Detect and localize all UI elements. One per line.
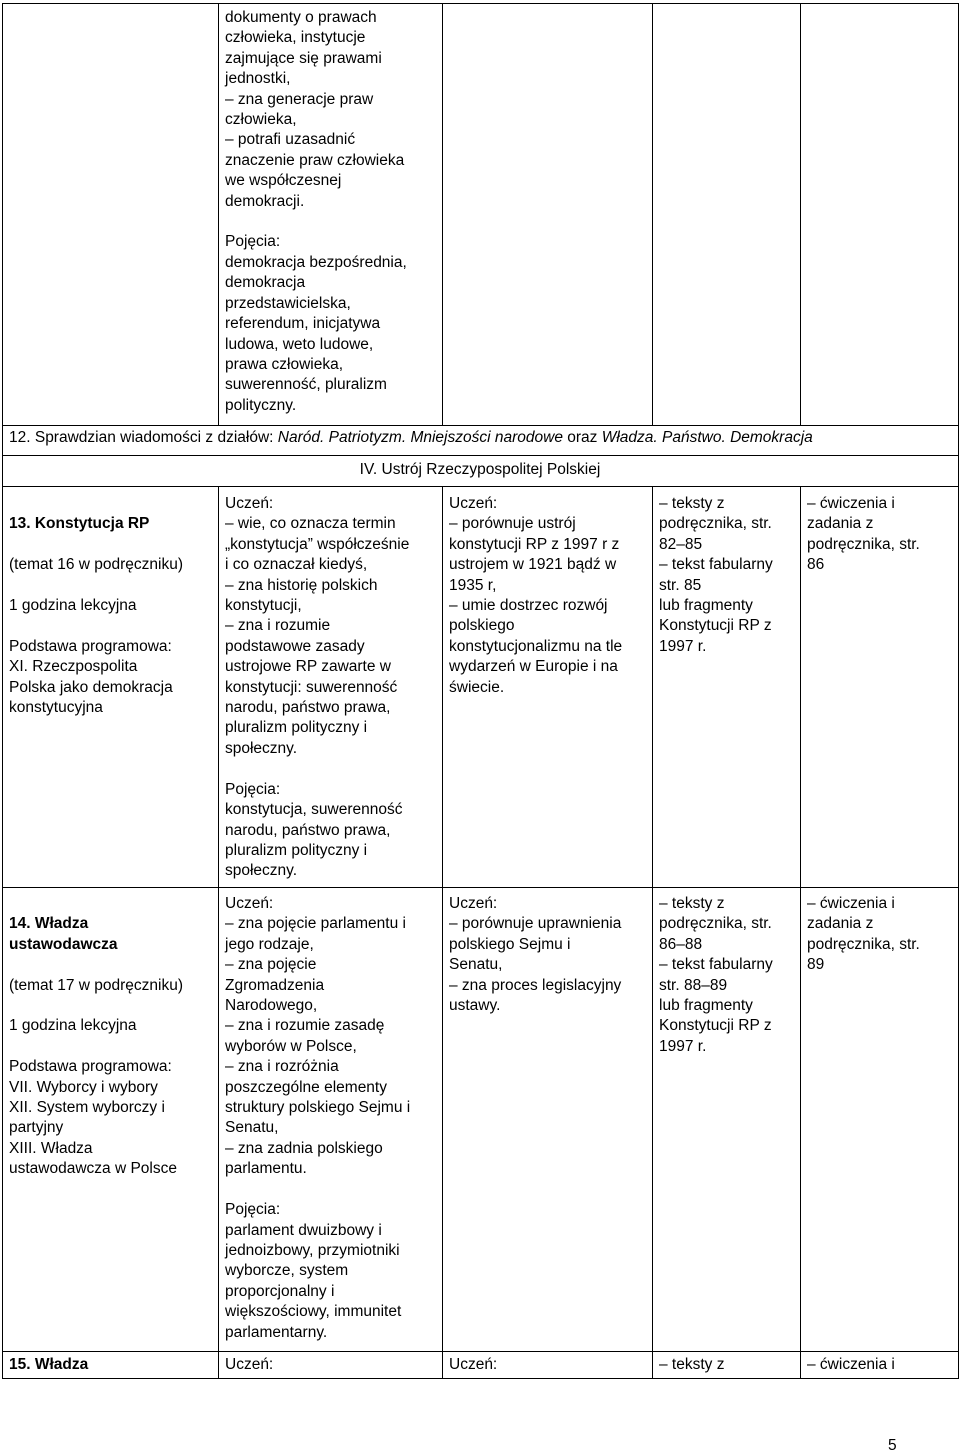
row15-title: 15. Władza [9,1356,89,1373]
table-left-border [2,3,3,1379]
page-number: 5 [888,1437,897,1454]
row11-col4-divider [800,3,801,425]
table-top-border [2,3,959,4]
row14-extended-objectives: Uczeń: – porównuje uprawnienia polskiego Sejmu i Senatu, – zna proces legislacyjny ustawy. [449,895,622,1015]
row12-topics: Naród. Patriotyzm. Mniejszości narodowe [277,429,563,446]
row12-topics2: Władza. Państwo. Demokracja [601,429,813,446]
section-header-bottom-border [2,486,959,487]
row13-topic-cell [9,494,215,739]
row14-details: (temat 17 w podręczniku) 1 godzina lekcyjna Podstawa programowa: VII. Wyborcy i wybory XII. System wyborczy i partyjny XIII. Władza ustawodawcza w Polsce [9,976,184,1178]
row13-extended-objectives: Uczeń: – porównuje ustrój konstytucji RP z 1997 r z ustrojem w 1921 bądź w 1935 r, – umie dostrzec rozwój polskiego konstytucjonalizmu na tle wydarzeń w Europie i na świecie. [449,495,623,696]
section-header: IV. Ustrój Rzeczypospolitej Polskiej [359,461,601,478]
row15-extended-objectives: Uczeń: [449,1356,498,1373]
row13-bottom-border [2,887,959,888]
row12-test-title [9,428,954,448]
row14-topic-cell [9,894,215,1200]
row11-col2-divider [442,3,443,425]
row13-title: 13. Konstytucja RP [9,515,150,533]
row15-objectives: Uczeń: [225,1356,274,1373]
col4-divider [800,486,801,1378]
row11-col1-divider [218,3,219,425]
row14-exercises: – ćwiczenia i zadania z podręcznika, str. 89 [807,895,920,974]
row15-materials: – teksty z [659,1356,725,1373]
col1-divider [218,486,219,1378]
col2-divider [442,486,443,1378]
col3-divider [652,486,653,1378]
row13-exercises: – ćwiczenia i zadania z podręcznika, str. 86 [807,495,920,574]
row13-objectives: Uczeń: – wie, co oznacza termin „konstytucja” współcześnie i co oznaczał kiedyś, – zna historię polskich konstytucji, – zna i rozumie podstawowe zasady ustrojowe RP zawarte w konstytucji: suwerenność narodu, państwo prawa, pluralizm polityczny i społeczny. Pojęcia: konstytucja, suwerenność narodu, państwo prawa, pluralizm polityczny i społeczny. [225,495,410,880]
row11-bottom-border [2,425,959,426]
row14-bottom-border [2,1351,959,1352]
table-right-border [958,3,959,1379]
row15-exercises: – ćwiczenia i [807,1356,895,1373]
row12-bottom-border [2,455,959,456]
table-bottom-border [2,1378,959,1379]
row11-col3-divider [652,3,653,425]
row11-objectives: dokumenty o prawach człowieka, instytucje zajmujące się prawami jednostki, – zna generacje praw człowieka, – potrafi uzasadnić znaczenie praw człowieka we współczesnej demokracji. Pojęcia: demokracja bezpośrednia, demokracja przedstawicielska, referendum, inicjatywa ludowa, weto ludowe, prawa człowieka, suwerenność, pluralizm polityczny. [225,9,407,414]
row14-materials: – teksty z podręcznika, str. 86–88 – tekst fabularny str. 88–89 lub fragmenty Konstytucji RP z 1997 r. [659,895,773,1055]
row13-details: (temat 16 w podręczniku) 1 godzina lekcyjna Podstawa programowa: XI. Rzeczpospolita Polska jako demokracja konstytucyjna [9,556,184,717]
row14-objectives: Uczeń: – zna pojęcie parlamentu i jego rodzaje, – zna pojęcie Zgromadzenia Narodowego, – zna i rozumie zasadę wyborów w Polsce, – zna i rozróżnia poszczególne elementy struktury polskiego Sejmu i Senatu, – zna zadnia polskiego parlamentu. Pojęcia: parlament dwuizbowy i jednoizbowy, przymiotniki wyborcze, system proporcjonalny i większościowy, immunitet parlamentarny. [225,895,411,1341]
row12-prefix: 12. Sprawdzian wiadomości z działów: [9,429,278,446]
row15 [0,1353,960,1377]
row14-title: 14. Władza ustawodawcza [9,915,118,953]
row12-joiner: oraz [562,429,602,446]
row13-materials: – teksty z podręcznika, str. 82–85 – tekst fabularny str. 85 lub fragmenty Konstytucji RP z 1997 r. [659,495,773,655]
